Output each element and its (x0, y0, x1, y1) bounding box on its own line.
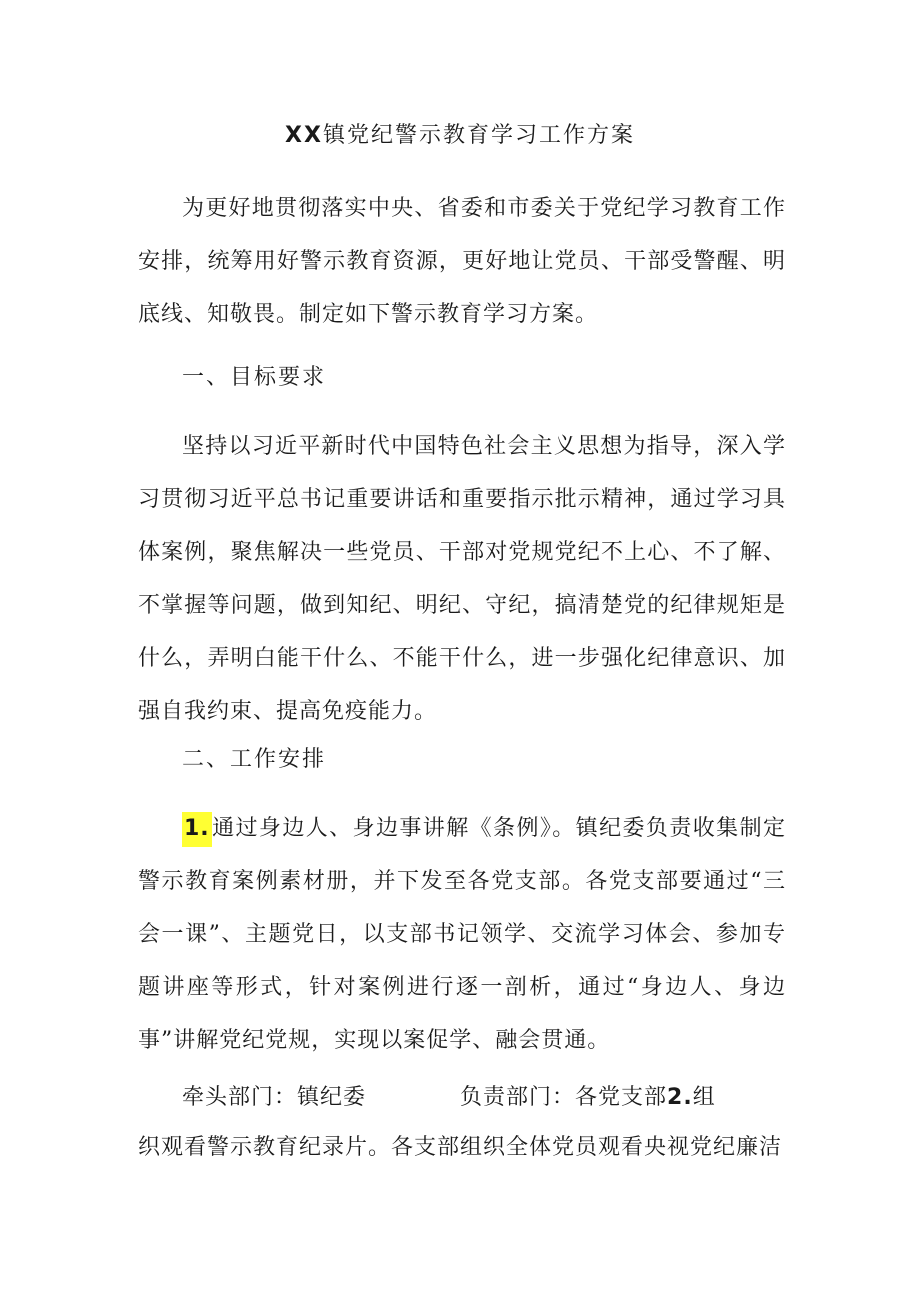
document-title (0, 118, 920, 149)
section-1-body: 坚持以习近平新时代中国特色社会主义思想为指导，深入学习贯彻习近平总书记重要讲话和重要指示批示精神，通过学习具体案例，聚焦解决一些党员、干部对党规党纪不上心、不了解、不掌握等问题，做到知纪、明纪、守纪，搞清楚党的纪律规矩是什么，弄明白能干什么、不能干什么，进一步强化纪律意识、加强自我约束、提高免疫能力。 (138, 434, 786, 724)
item-1-paragraph (138, 802, 786, 1067)
responsible-department-line (460, 1080, 716, 1111)
section-1-heading: 一、目标要求 (182, 365, 327, 390)
item-1-text: 通过身边人、身边事讲解《条例》。镇纪委负责收集制定警示教育案例素材册，并下发至各党支部。各党支部要通过“三会一课”、主题党日，以支部书记领学、交流学习体会、参加专题讲座等形式，针对案例进行逐一剖析，通过“身边人、身边事”讲解党纪党规，实现以案促学、融会贯通。 (138, 816, 786, 1053)
section-2-heading: 二、工作安排 (182, 747, 327, 772)
item-2-continuation: 织观看警示教育纪录片。各支部组织全体党员观看央视党纪廉洁 (138, 1135, 783, 1160)
title-text: 镇党纪警示教育学习工作方案 (322, 123, 635, 148)
intro-paragraph: 为更好地贯彻落实中央、省委和市委关于党纪学习教育工作安排，统筹用好警示教育资源，更好地让党员、干部受警醒、明底线、知敬畏。制定如下警示教育学习方案。 (138, 196, 786, 327)
item-1-number: 1. (182, 812, 212, 847)
lead-department: 牵头部门：镇纪委 (182, 1085, 367, 1110)
title-prefix: XX (285, 123, 323, 148)
item-2-number: 2. (667, 1085, 693, 1110)
responsible-department: 负责部门：各党支部 (460, 1085, 668, 1110)
item-2-start: 组 (692, 1085, 716, 1110)
